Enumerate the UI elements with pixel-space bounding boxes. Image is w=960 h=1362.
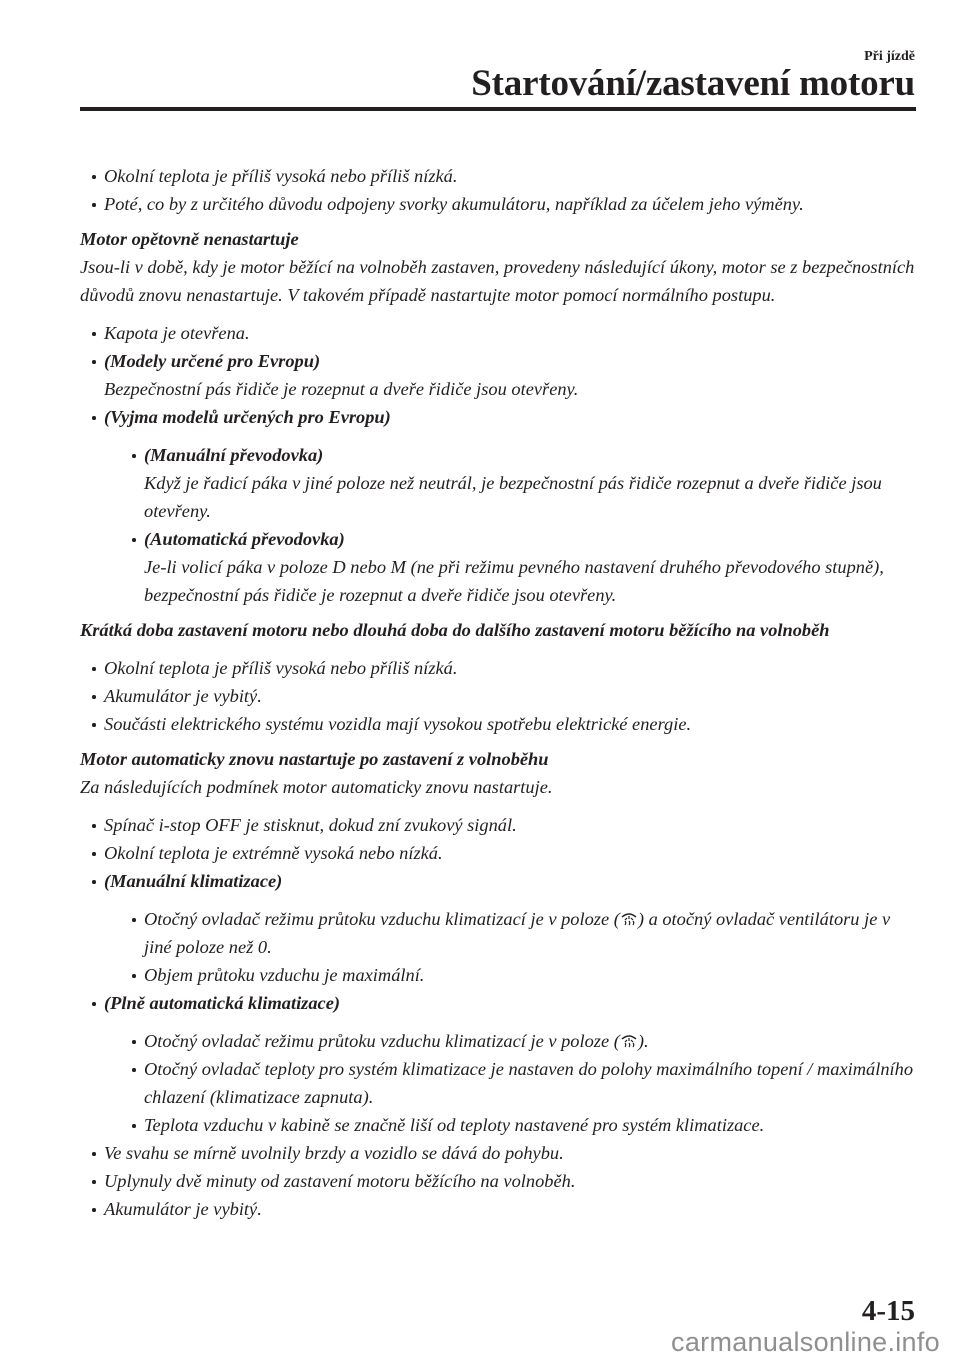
- list-item: [88, 867, 916, 989]
- list-item: [88, 989, 916, 1139]
- section-heading: Motor automaticky znovu nastartuje po zastavení z volnoběhu: [80, 749, 549, 769]
- section-text: Za následujících podmínek motor automaticky znovu nastartuje.: [80, 777, 553, 797]
- header-section: Při jízdě: [864, 49, 915, 64]
- header-rule: [80, 107, 916, 111]
- item-text: Je-li volicí páka v poloze D nebo M (ne při režimu pevného nastavení druhého převodového stupně), bezpečnostní pás řidiče je rozepnut a dveře řidiče jsou otevřeny.: [144, 557, 884, 605]
- sub-list: [128, 1027, 916, 1139]
- page-number: 4-15: [861, 1295, 915, 1327]
- list-item: [88, 403, 916, 609]
- list-item: Akumulátor je vybitý.: [88, 682, 916, 710]
- sub-list-item: Objem průtoku vzduchu je maximální.: [128, 961, 916, 989]
- windshield-defroster-icon: [620, 910, 638, 928]
- sub-list-item: [128, 905, 916, 961]
- item-label: (Automatická převodovka): [144, 529, 345, 549]
- item-label: (Manuální převodovka): [144, 445, 324, 465]
- list-item: Okolní teplota je příliš vysoká nebo příliš nízká.: [88, 654, 916, 682]
- section-heading: Motor opětovně nenastartuje: [80, 229, 299, 249]
- sub-list-item: Teplota vzduchu v kabině se značně liší od teploty nastavené pro systém klimatizace.: [128, 1111, 916, 1139]
- sub-list-item: [128, 441, 916, 525]
- list-item: [88, 347, 916, 403]
- item-label: (Plně automatická klimatizace): [104, 993, 340, 1013]
- item-text: Otočný ovladač režimu průtoku vzduchu klimatizací je v poloze (: [144, 1031, 620, 1051]
- short-stop-list: [88, 654, 916, 738]
- no-restart-list: [88, 319, 916, 609]
- sub-list: [128, 441, 916, 609]
- list-item: Součásti elektrického systému vozidla mají vysokou spotřebu elektrické energie.: [88, 710, 916, 738]
- list-item: Akumulátor je vybitý.: [88, 1195, 916, 1223]
- intro-list: [88, 162, 916, 218]
- item-label: (Vyjma modelů určených pro Evropu): [104, 407, 391, 427]
- list-item: Uplynuly dvě minuty od zastavení motoru běžícího na volnoběh.: [88, 1167, 916, 1195]
- page-content: [80, 162, 916, 1223]
- list-item: Okolní teplota je extrémně vysoká nebo nízká.: [88, 839, 916, 867]
- item-text: Bezpečnostní pás řidiče je rozepnut a dveře řidiče jsou otevřeny.: [104, 379, 579, 399]
- page-title: Startování/zastavení motoru: [471, 63, 915, 104]
- sub-list-item: [128, 1027, 916, 1055]
- auto-restart-list: [88, 811, 916, 1223]
- list-item: Ve svahu se mírně uvolnily brzdy a vozidlo se dává do pohybu.: [88, 1139, 916, 1167]
- list-item: Spínač i-stop OFF je stisknut, dokud zní zvukový signál.: [88, 811, 916, 839]
- list-item: Kapota je otevřena.: [88, 319, 916, 347]
- item-text: ) a otočný ovladač ventilátoru je v jiné poloze než 0.: [144, 909, 891, 957]
- list-item: Poté, co by z určitého důvodu odpojeny svorky akumulátoru, například za účelem jeho výměny.: [88, 190, 916, 218]
- sub-list-item: [128, 525, 916, 609]
- item-label: (Modely určené pro Evropu): [104, 351, 321, 371]
- item-label: (Manuální klimatizace): [104, 871, 283, 891]
- windshield-defroster-icon: [620, 1032, 638, 1050]
- item-text: Otočný ovladač režimu průtoku vzduchu klimatizací je v poloze (: [144, 909, 620, 929]
- item-text: Když je řadicí páka v jiné poloze než neutrál, je bezpečnostní pás řidiče rozepnut a dveře řidiče jsou otevřeny.: [144, 473, 882, 521]
- section-text: Jsou-li v době, kdy je motor běžící na volnoběh zastaven, provedeny následující úkony, motor se z bezpečnostních důvodů znovu nenastartuje. V takovém případě nastartujte motor pomocí normálního postupu.: [80, 257, 915, 305]
- list-item: Okolní teplota je příliš vysoká nebo příliš nízká.: [88, 162, 916, 190]
- sub-list: [128, 905, 916, 989]
- section-heading: Krátká doba zastavení motoru nebo dlouhá doba do dalšího zastavení motoru běžícího na volnoběh: [80, 620, 830, 640]
- watermark: carmanualsonline.info: [671, 1327, 940, 1357]
- item-text: ).: [637, 1031, 649, 1051]
- sub-list-item: Otočný ovladač teploty pro systém klimatizace je nastaven do polohy maximálního topení / maximálního chlazení (klimatizace zapnuta).: [128, 1055, 916, 1111]
